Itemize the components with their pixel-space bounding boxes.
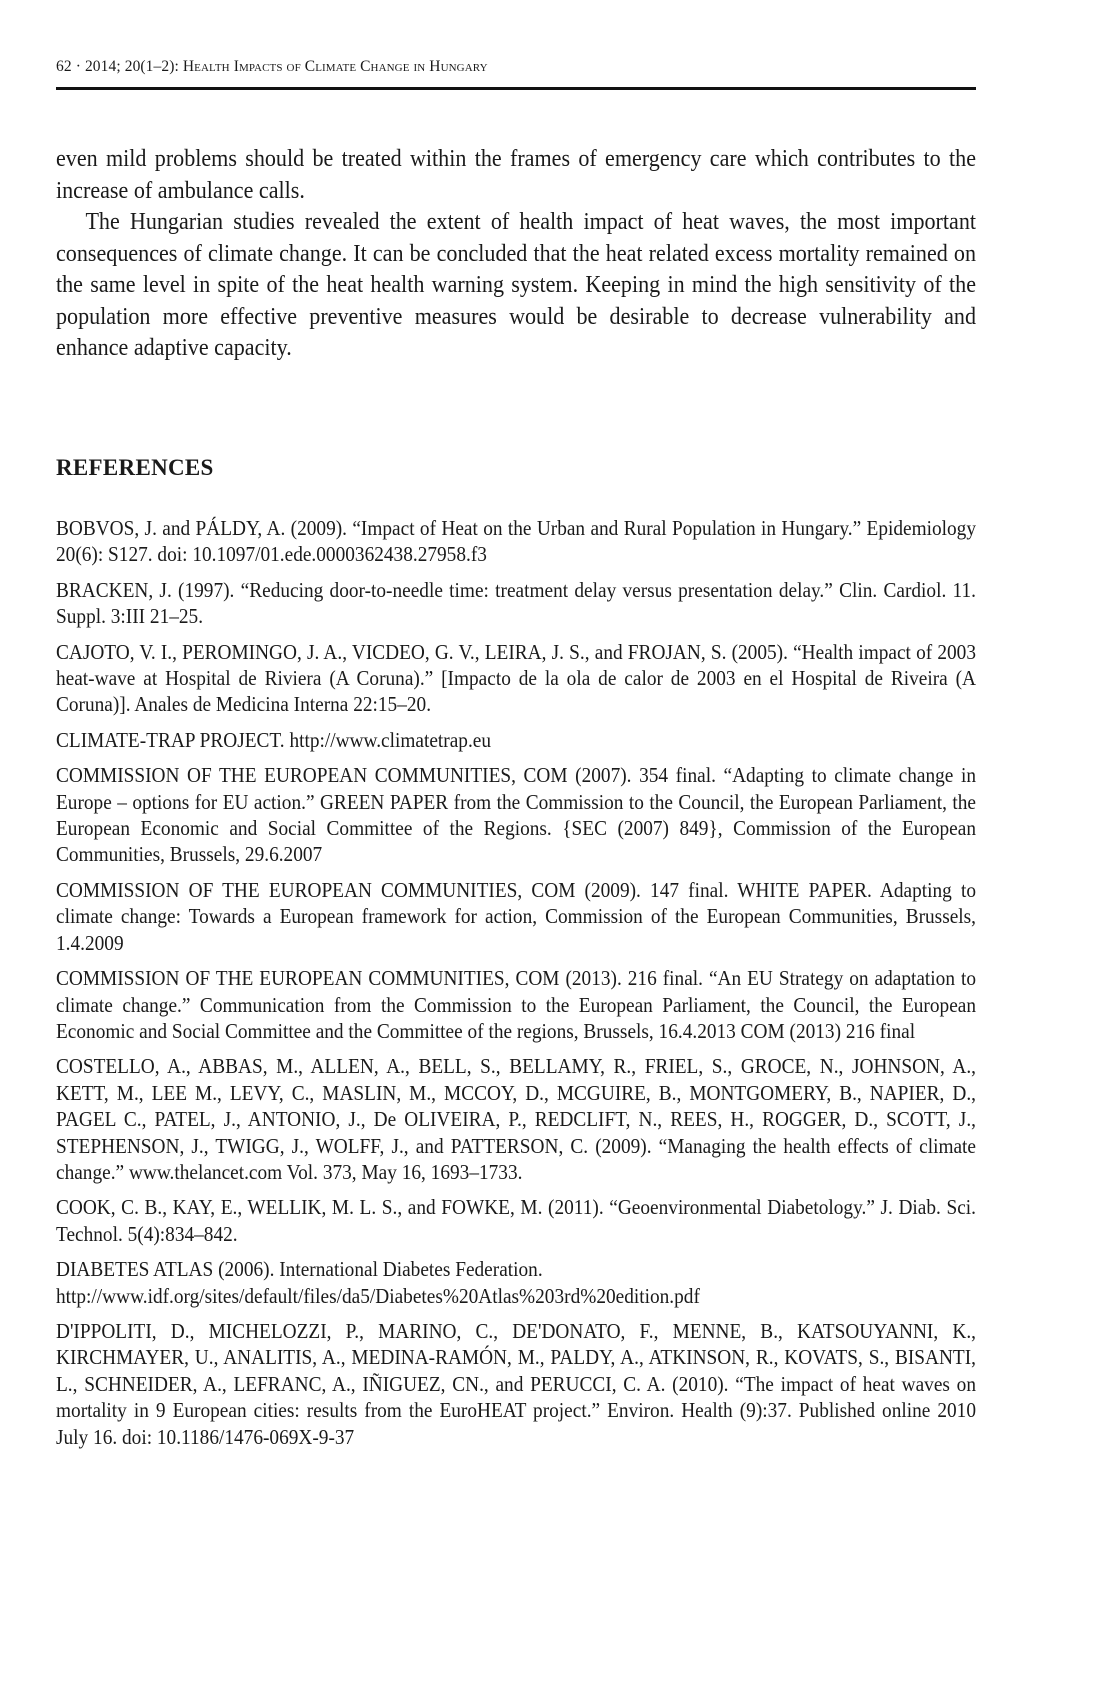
reference-item: CAJOTO, V. I., PEROMINGO, J. A., VICDEO, G. V., LEIRA, J. S., and FROJAN, S. (2005). “Health impact of 2003 heat-wave at Hospital de Riviera (A Coruna).” [Impacto de la ola de calor de 2003 en el Hospital de Riveira (A Coruna)]. Anales de Medicina Interna 22:15–20. xyxy=(56,639,976,717)
references-heading: REFERENCES xyxy=(56,455,214,480)
reference-item: COMMISSION OF THE EUROPEAN COMMUNITIES, COM (2009). 147 final. WHITE PAPER. Adapting to climate change: Towards a European framework for action, Commission of the European Communities, Brussels, 1.4.2009 xyxy=(56,877,976,955)
header-separator: · xyxy=(75,58,81,75)
body-paragraph-1: even mild problems should be treated within the frames of emergency care which contributes to the increase of ambulance calls. xyxy=(56,146,976,204)
reference-item: COOK, C. B., KAY, E., WELLIK, M. L. S., and FOWKE, M. (2011). “Geoenvironmental Diabetology.” J. Diab. Sci. Technol. 5(4):834–842. xyxy=(56,1195,976,1246)
reference-item: COMMISSION OF THE EUROPEAN COMMUNITIES, COM (2013). 216 final. “An EU Strategy on adaptation to climate change.” Communication from the Commission to the European Parliament, the Council, the European Economic and Social Committee and the Committee of the regions, Brussels, 16.4.2013 COM (2013) 216 final xyxy=(56,966,976,1043)
issue-info: 2014; 20(1–2): xyxy=(84,58,179,75)
reference-item: BRACKEN, J. (1997). “Reducing door-to-needle time: treatment delay versus presentation delay.” Clin. Cardiol. 11. Suppl. 3:III 21–25. xyxy=(56,577,976,629)
header-rule xyxy=(56,87,976,90)
page-number: 62 xyxy=(56,58,72,75)
references-list xyxy=(56,515,976,1459)
reference-item: COSTELLO, A., ABBAS, M., ALLEN, A., BELL, S., BELLAMY, R., FRIEL, S., GROCE, N., JOHNSON, A., KETT, M., LEE M., LEVY, C., MASLIN, M., MCCOY, D., MCGUIRE, B., MONTGOMERY, B., NAPIER, D., PAGEL C., PATEL, J., ANTONIO, J., De OLIVEIRA, P., REDCLIFT, N., REES, H., ROGGER, D., SCOTT, J., STEPHENSON, J., TWIGG, J., WOLFF, J., and PATTERSON, C. (2009). “Managing the health effects of climate change.” www.thelancet.com Vol. 373, May 16, 1693–1733. xyxy=(56,1054,976,1184)
reference-item: BOBVOS, J. and PÁLDY, A. (2009). “Impact of Heat on the Urban and Rural Population in Hungary.” Epidemiology 20(6): S127. doi: 10.1097/01.ede.0000362438.27958.f3 xyxy=(56,516,976,567)
reference-item: CLIMATE-TRAP PROJECT. http://www.climatetrap.eu xyxy=(56,727,492,752)
body-paragraph-2: The Hungarian studies revealed the extent of health impact of heat waves, the most important consequences of climate change. It can be concluded that the heat related excess mortality remained on the same level in spite of the heat health warning system. Keeping in mind the high sensitivity of the population more effective preventive measures would be desirable to decrease vulnerability and enhance adaptive capacity. xyxy=(56,209,976,361)
journal-title: Health Impacts of Climate Change in Hungary xyxy=(182,58,488,75)
reference-item: COMMISSION OF THE EUROPEAN COMMUNITIES, COM (2007). 354 final. “Adapting to climate change in Europe – options for EU action.” GREEN PAPER from the Commission to the Council, the European Parliament, the European Economic and Social Committee of the Regions. {SEC (2007) 849}, Commission of the European Communities, Brussels, 29.6.2007 xyxy=(56,763,976,867)
body-text xyxy=(56,144,976,365)
running-header xyxy=(56,58,488,76)
reference-item: DIABETES ATLAS (2006). International Diabetes Federation. http://www.idf.org/sites/default/files/da5/Diabetes%20Atlas%203rd%20edition.pdf xyxy=(56,1257,700,1308)
reference-item: D'IPPOLITI, D., MICHELOZZI, P., MARINO, C., DE'DONATO, F., MENNE, B., KATSOUYANNI, K., KIRCHMAYER, U., ANALITIS, A., MEDINA-RAMÓN, M., PALDY, A., ATKINSON, R., KOVATS, S., BISANTI, L., SCHNEIDER, A., LEFRANC, A., IÑIGUEZ, CN., and PERUCCI, C. A. (2010). “The impact of heat waves on mortality in 9 European cities: results from the EuroHEAT project.” Environ. Health (9):37. Published online 2010 July 16. doi: 10.1186/1476-069X-9-37 xyxy=(56,1318,976,1449)
